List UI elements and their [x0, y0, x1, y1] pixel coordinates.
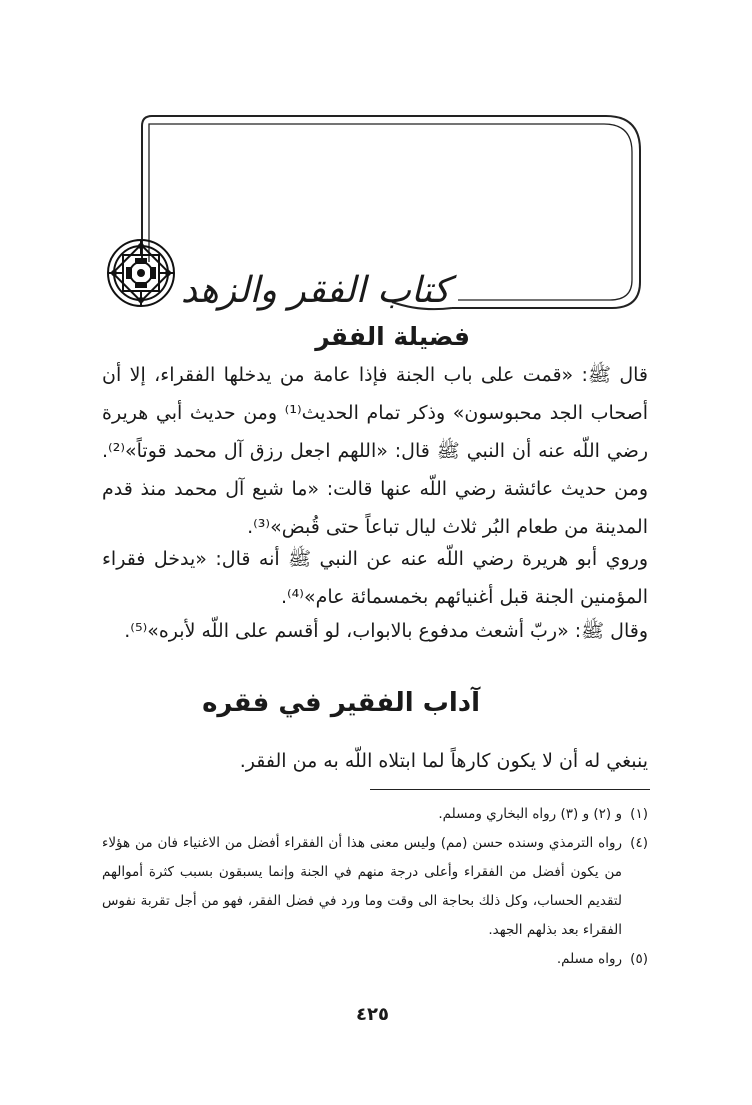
footnote-number: (١)	[630, 806, 648, 822]
footnote	[102, 945, 648, 974]
chapter-title: كتاب الفقر والزهد	[180, 270, 450, 311]
section-heading-poverty-virtue: فضيلة الفقر	[315, 322, 470, 351]
page-number: ٤٢٥	[356, 1004, 389, 1025]
footnote	[102, 829, 648, 945]
footnote-text: رواه الترمذي وسنده حسن (مم) وليس معنى هذا أن الفقراء أفضل من الاغنياء فان من هؤلاء من يكون أفضل من الفقراء وأعلى درجة منهم في الجنة وإنما يسبقون بسبب كثرة أموالهم لتقديم الحساب، وكل ذلك بحاجة الى وقت وما ورد في فضل الفقر، فهو من أجل تقربة نفوس الفقراء بعد بذلهم الجهد.	[102, 835, 622, 938]
section-heading-poor-etiquette: آداب الفقير في فقره	[202, 688, 480, 718]
paragraph: قال ﷺ: «قمت على باب الجنة فإذا عامة من يدخلها الفقراء، إلا أن أصحاب الجد محبوسون» وذكر تمام الحديث⁽¹⁾ ومن حديث أبي هريرة رضي اللّه عنه أن النبي ﷺ قال: «اللهم اجعل رزق آل محمد قوتاً»⁽²⁾. ومن حديث عائشة رضي اللّه عنها قالت: «ما شبع آل محمد منذ قدم المدينة من طعام البُر ثلاث ليال تباعاً حتى قُبض»⁽³⁾.	[102, 364, 648, 538]
paragraph: ينبغي له أن لا يكون كارهاً لما ابتلاه اللّه به من الفقر.	[239, 750, 648, 772]
footnote-number: (٤)	[630, 835, 648, 851]
footnote-text: رواه مسلم.	[556, 951, 622, 967]
footnote-text: و (٢) و (٣) رواه البخاري ومسلم.	[438, 806, 622, 822]
footnote-separator	[370, 789, 650, 790]
footnote-number: (٥)	[630, 951, 648, 967]
footnotes	[102, 800, 648, 974]
paragraph: وروي أبو هريرة رضي اللّه عنه عن النبي ﷺ أنه قال: «يدخل فقراء المؤمنين الجنة قبل أغنيائهم بخمسمائة عام»⁽⁴⁾.	[102, 548, 648, 608]
footnote	[102, 800, 648, 829]
paragraph: وقال ﷺ: «ربّ أشعث مدفوع بالابواب، لو أقسم على اللّه لأبره»⁽⁵⁾.	[124, 620, 648, 642]
rosette-ornament-icon	[104, 236, 178, 310]
